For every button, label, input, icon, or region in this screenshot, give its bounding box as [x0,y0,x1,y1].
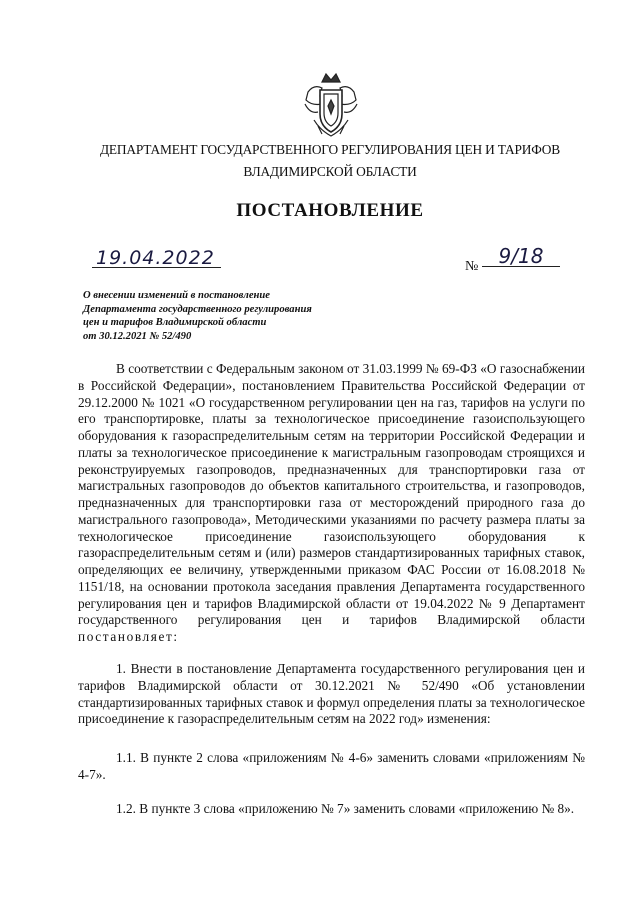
handwritten-date: 19.04.2022 [92,249,221,268]
item-1-2-text: 1.2. В пункте 3 слова «приложению № 7» заменить словами «приложению № 8». [116,801,575,816]
preamble-text: В соответствии с Федеральным законом от 31.03.1999 № 69-ФЗ «О газоснабжении в Российской Федерации», постановлением Правительства Российской Федерации от 29.12.2000 № 1021 «О государственном регулировании цен на газ, тарифов на услуги по его транспортировке, платы за технологическое присоединение газоиспользующего оборудования к газораспределительным сетям на территории Российской Федерации и платы за технологическое присоединение к магистральным газопроводам строящихся и реконструируемых газопроводов, предназначенных для транспортировки газа от магистральных газопроводов до объектов капитального строительства, и газопроводов, предназначенных для транспортировки газа от месторождений природного газа до магистрального газопровода», Методическими указаниями по расчету размера платы за технологическое присоединение газоиспользующего оборудования к газораспределительным сетям и (или) размеров стандартизированных тарифных ставок, определяющих ее величину, утвержденными приказом ФАС России от 16.08.2018 № 1151/18, на основании протокола заседания правления Департамента государственного регулирования цен и тарифов Владимирской области от 19.04.2022 № 9 Департамент государственного регулирования цен и тарифов Владимирской области [78,361,585,628]
subject-line: О внесении изменений в постановление [83,290,271,301]
item-1-paragraph [78,661,585,728]
resolves-keyword: постановляет: [78,629,179,644]
item-1-1-paragraph [78,750,585,784]
department-name-line2: ВЛАДИМИРСКОЙ ОБЛАСТИ [243,164,417,179]
subject-line: Департамента государственного регулирования [83,303,312,315]
number-sign: № [465,259,479,274]
subject-line: цен и тарифов Владимирской области [83,317,267,329]
coat-of-arms-emblem [300,70,362,140]
item-1-text: 1. Внести в постановление Департамента государственного регулирования цен и тарифов Владимирской области от 30.12.2021 № 52/490 «Об установлении стандартизированных тарифных ставок и формул определения платы за технологическое присоединение к газораспределительным сетям на 2022 год» изменения: [78,661,585,727]
document-title: ПОСТАНОВЛЕНИЕ [236,200,424,221]
item-1-1-text: 1.1. В пункте 2 слова «приложениям № 4-6» заменить словами «приложениям № 4-7». [78,750,585,782]
preamble-paragraph [78,361,585,646]
department-name-line1: ДЕПАРТАМЕНТ ГОСУДАРСТВЕННОГО РЕГУЛИРОВАНИЯ ЦЕН И ТАРИФОВ [99,142,560,157]
handwritten-number: 9/18 [482,246,560,267]
subject-line: от 30.12.2021 № 52/490 [83,331,192,343]
item-1-2-paragraph [78,801,585,818]
subject-block [83,289,383,344]
